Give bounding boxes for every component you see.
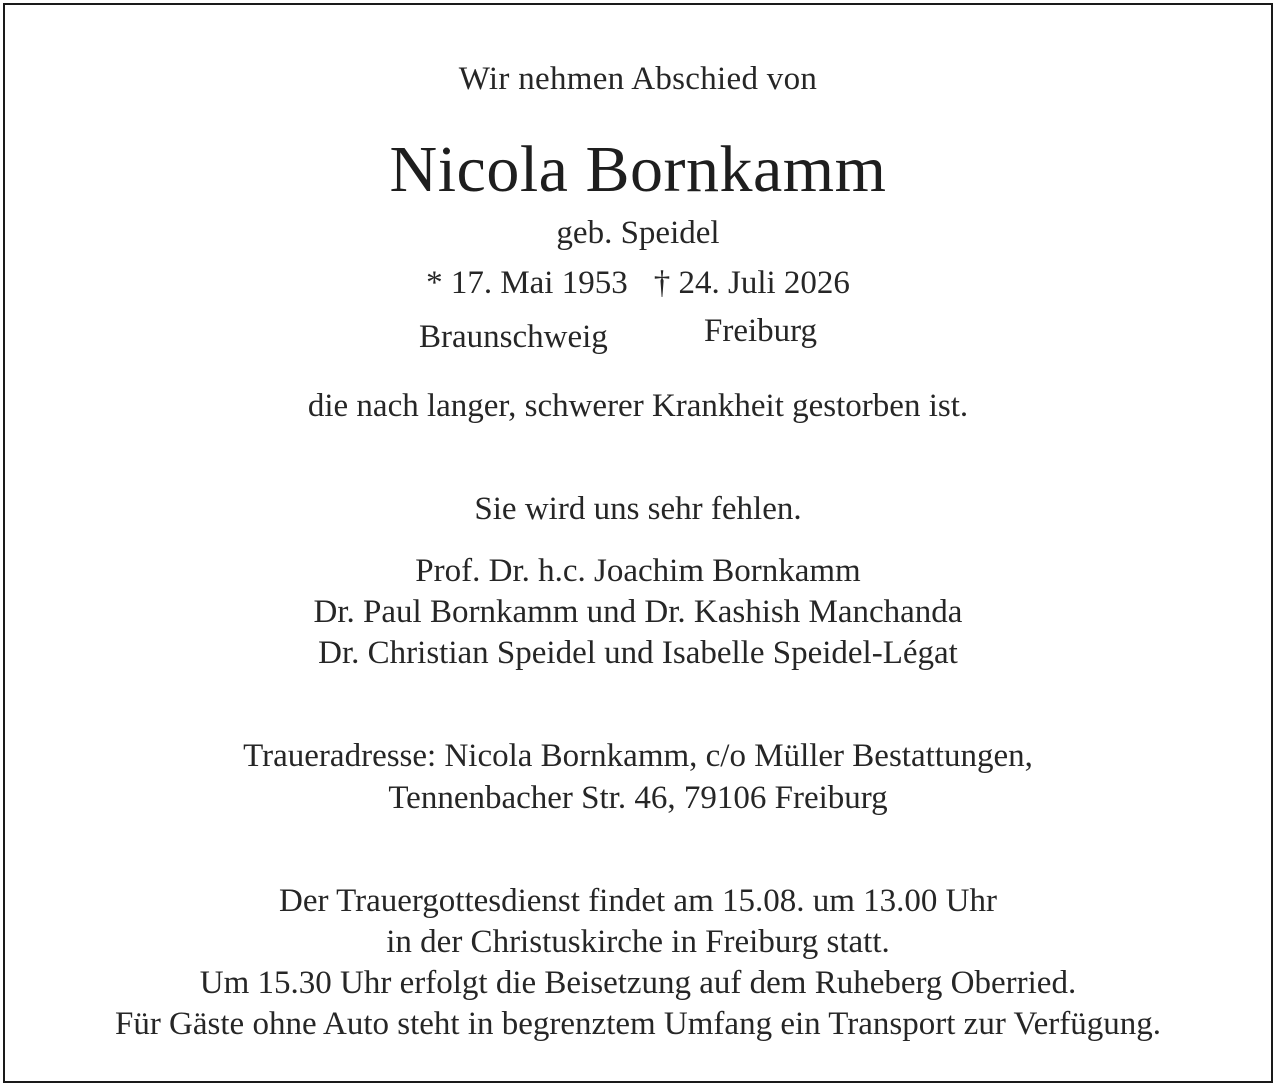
life-dates <box>5 267 1271 300</box>
death-date: † 24. Juli 2026 <box>653 265 850 301</box>
cause-of-death-text: die nach langer, schwerer Krankheit gestorben ist. <box>307 388 969 424</box>
mourning-address-line: Tennenbacher Str. 46, 79106 Freiburg <box>388 780 888 816</box>
death-place: Freiburg <box>704 313 818 349</box>
birth-place: Braunschweig <box>419 319 608 355</box>
service-info-line: Für Gäste ohne Auto steht in begrenztem Umfang ein Transport zur Verfügung. <box>114 1006 1162 1042</box>
mourner-line: Prof. Dr. h.c. Joachim Bornkamm <box>415 553 861 589</box>
obituary-notice <box>3 3 1273 1083</box>
farewell-text: Sie wird uns sehr fehlen. <box>474 491 802 527</box>
mourner-line: Dr. Paul Bornkamm und Dr. Kashish Manchanda <box>313 594 963 630</box>
mourner-line: Dr. Christian Speidel und Isabelle Speidel-Légat <box>318 635 958 671</box>
mourning-address-line: Traueradresse: Nicola Bornkamm, c/o Müller Bestattungen, <box>243 738 1033 774</box>
deceased-name: Nicola Bornkamm <box>389 133 887 206</box>
service-info-line: Um 15.30 Uhr erfolgt die Beisetzung auf dem Ruheberg Oberried. <box>199 965 1077 1001</box>
intro-text: Wir nehmen Abschied von <box>458 61 818 97</box>
service-info-line: Der Trauergottesdienst findet am 15.08. um 13.00 Uhr <box>279 883 997 919</box>
birth-date: * 17. Mai 1953 <box>426 265 628 301</box>
service-info-line: in der Christuskirche in Freiburg statt. <box>386 924 890 960</box>
birth-name: geb. Speidel <box>556 215 720 251</box>
